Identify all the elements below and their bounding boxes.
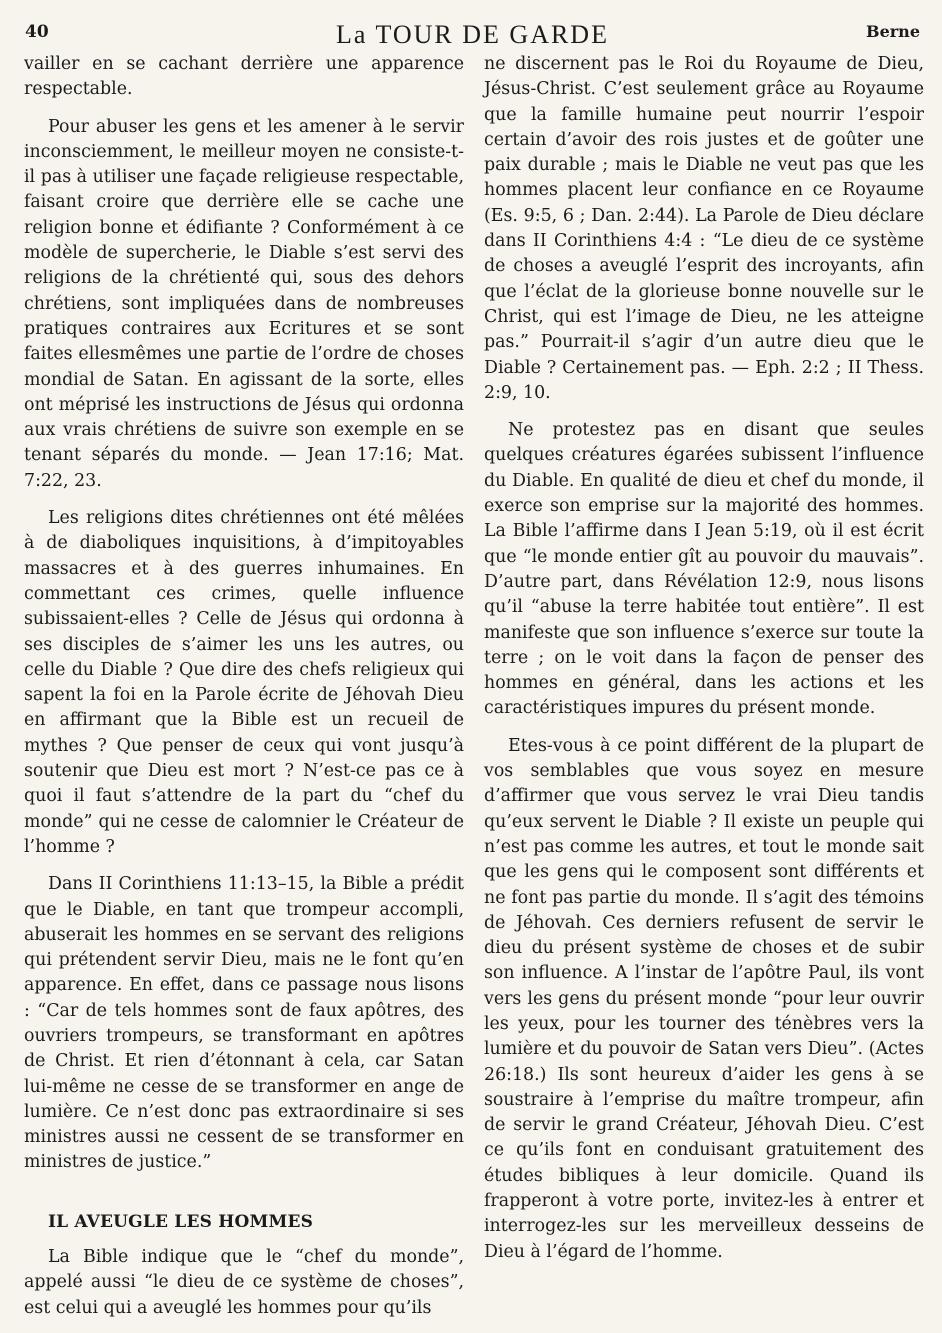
paragraph: Pour abuser les gens et les amener à le servir inconsciemment, le meilleur moyen ne consiste-t-il pas à utiliser une façade religieuse respectable, faisant croire que derrière elle se cache une religion bonne et édifiante ? Conformément à ce modèle de supercherie, le Diable s’est servi des religions de la chrétienté qui, sous des dehors chrétiens, sont impliquées dans de nombreuses pratiques contraires aux Ecritures et se sont faites ellesmêmes une partie de l’ordre de choses mondial de Satan. En agissant de la sorte, elles ont méprisé les instructions de Jésus qui ordonna aux vrais chrétiens de suivre son exemple en se tenant séparés du monde. — Jean 17:16; Mat. 7:22, 23. [24,116,464,491]
paragraph: Ne protestez pas en disant que seules quelques créatures égarées subissent l’influence du Diable. En qualité de dieu et chef du monde, il exerce son emprise sur la majorité des hommes. La Bible l’affirme dans I Jean 5:19, où il est écrit que “le monde entier gît au pouvoir du mauvais”. D’autre part, dans Révélation 12:9, nous lisons qu’il “abuse la terre habitée tout entière”. Il est manifeste que son influence s’exerce sur toute la terre ; on le voit dans la façon de penser des hommes en général, dans les actions et les caractéristiques impures du présent monde. [484,420,924,719]
paragraph: La Bible indique que le “chef du monde”, appelé aussi “le dieu de ce système de choses”, est celui qui a aveuglé les hommes pour qu’ils [24,1247,464,1318]
page-place: Berne [866,22,920,41]
left-column [24,52,464,1333]
paragraph: Dans II Corinthiens 11:13–15, la Bible a prédit que le Diable, en tant que trompeur accompli, abuserait les hommes en se servant des religions qui prétendent servir Dieu, mais ne le font qu’en apparence. En effet, dans ce passage nous lisons : “Car de tels hommes sont de faux apôtres, des ouvriers trompeurs, se transformant en apôtres de Christ. Et rien d’étonnant à cela, car Satan lui-même ne cesse de se transformer en ange de lumière. Ce n’est donc pas extraordinaire si ses ministres aussi ne cessent de se transformer en ministres de justice.” [24,874,464,1173]
right-column [484,52,924,1277]
page-header [25,20,920,50]
page-number: 40 [25,22,49,42]
paragraph: Etes-vous à ce point différent de la plupart de vos semblables que vous soyez en mesure d’affirmer que vous servez le vrai Dieu tandis qu’eux servent le Diable ? Il existe un peuple qui n’est pas comme les autres, et tout le monde sait que les gens qui le composent sont différents et ne font pas partie du monde. Il s’agit des témoins de Jéhovah. Ces derniers refusent de servir le dieu du présent système de choses et de subir son influence. A l’instar de l’apôtre Paul, ils vont vers les gens du présent monde “pour leur ouvrir les yeux, pour les tourner des ténèbres vers la lumière et du pouvoir de Satan vers Dieu”. (Actes 26:18.) Ils sont heureux d’aider les gens à se soustraire à l’emprise du maître trompeur, afin de servir le grand Créateur, Jéhovah Dieu. C’est ce qu’ils font en conduisant gratuitement des études bibliques à leur domicile. Quand ils frapperont à votre porte, invitez-les à entrer et interrogez-les sur les merveilleux desseins de Dieu à l’égard de l’homme. [484,735,924,1262]
paragraph: Les religions dites chrétiennes ont été mêlées à de diaboliques inquisitions, à d’impitoyables massacres et à des guerres inhumaines. En commettant ces crimes, quelle influence subissaient-elles ? Celle de Jésus qui ordonna à ses disciples de s’aimer les uns les autres, ou celle du Diable ? Que dire des chefs religieux qui sapent la foi en la Parole écrite de Jéhovah Dieu en affirmant que la Bible est un recueil de mythes ? Que penser de ceux qui vont jusqu’à soutenir que Dieu est mort ? N’est-ce pas ce à quoi il faut s’attendre de la part du “chef du monde” qui ne cesse de calomnier le Créateur de l’homme ? [24,508,464,857]
paragraph: vailler en se cachant derrière une apparence respectable. [24,54,464,100]
section-heading: IL AVEUGLE LES HOMMES [48,1211,314,1232]
page-title: La TOUR DE GARDE [336,20,609,49]
paragraph: ne discernent pas le Roi du Royaume de Dieu, Jésus-Christ. C’est seulement grâce au Royaume que la famille humaine peut nourrir l’espoir certain d’avoir des rois justes et de goûter une paix durable ; mais le Diable ne veut pas que les hommes placent leur confiance en ce Royaume (Es. 9:5, 6 ; Dan. 2:44). La Parole de Dieu déclare dans II Corinthiens 4:4 : “Le dieu de ce système de choses a aveuglé l’esprit des incroyants, afin que l’éclat de la glorieuse bonne nouvelle sur le Christ, qui est l’image de Dieu, ne les atteigne pas.” Pourrait-il s’agir d’un autre dieu que le Diable ? Certainement pas. — Eph. 2:2 ; II Thess. 2:9, 10. [484,54,924,403]
